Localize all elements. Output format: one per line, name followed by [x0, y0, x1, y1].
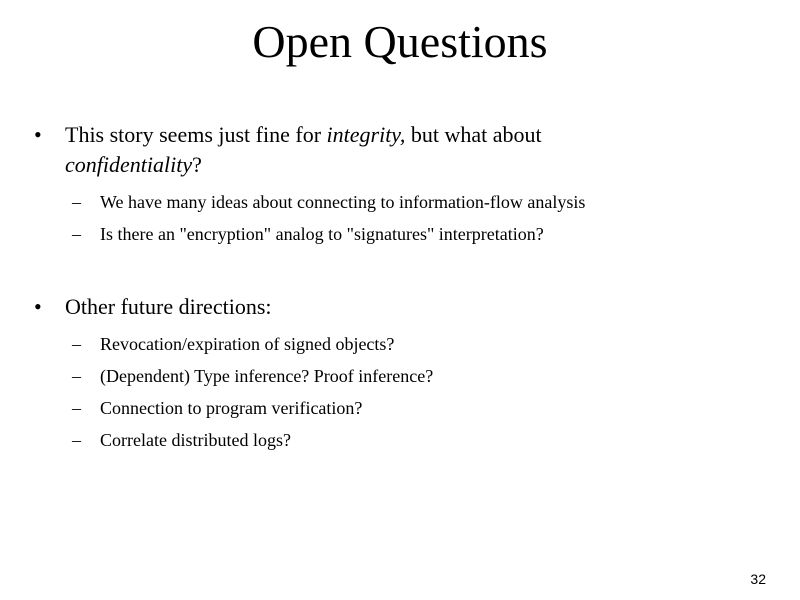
bullet-marker: • [34, 122, 42, 147]
subbullet-marker: – [72, 366, 81, 386]
bullet-marker: • [34, 294, 42, 319]
bullet-text [65, 120, 705, 180]
subbullet-marker: – [72, 334, 81, 354]
slide-title: Open Questions [252, 16, 548, 67]
subbullet-text: Correlate distributed logs? [100, 430, 291, 450]
bullet-text-part: This story seems just fine for [65, 122, 327, 147]
subbullet-text: (Dependent) Type inference? Proof inference? [100, 366, 434, 386]
emphasis-integrity: integrity, [326, 122, 406, 147]
bullet-text: Other future directions: [65, 294, 272, 319]
bullet-text-part: but what about [405, 122, 542, 147]
subbullet-text: We have many ideas about connecting to information-flow analysis [100, 192, 586, 212]
subbullet-marker: – [72, 224, 81, 244]
subbullet-text: Connection to program verification? [100, 398, 363, 418]
emphasis-confidentiality: confidentiality [65, 152, 193, 177]
subbullet-text: Revocation/expiration of signed objects? [100, 334, 395, 354]
subbullet-marker: – [72, 192, 81, 212]
subbullet-text: Is there an "encryption" analog to "signatures" interpretation? [100, 224, 544, 244]
bullet-text-part: ? [192, 152, 202, 177]
subbullet-marker: – [72, 430, 81, 450]
page-number: 32 [750, 571, 766, 587]
subbullet-marker: – [72, 398, 81, 418]
